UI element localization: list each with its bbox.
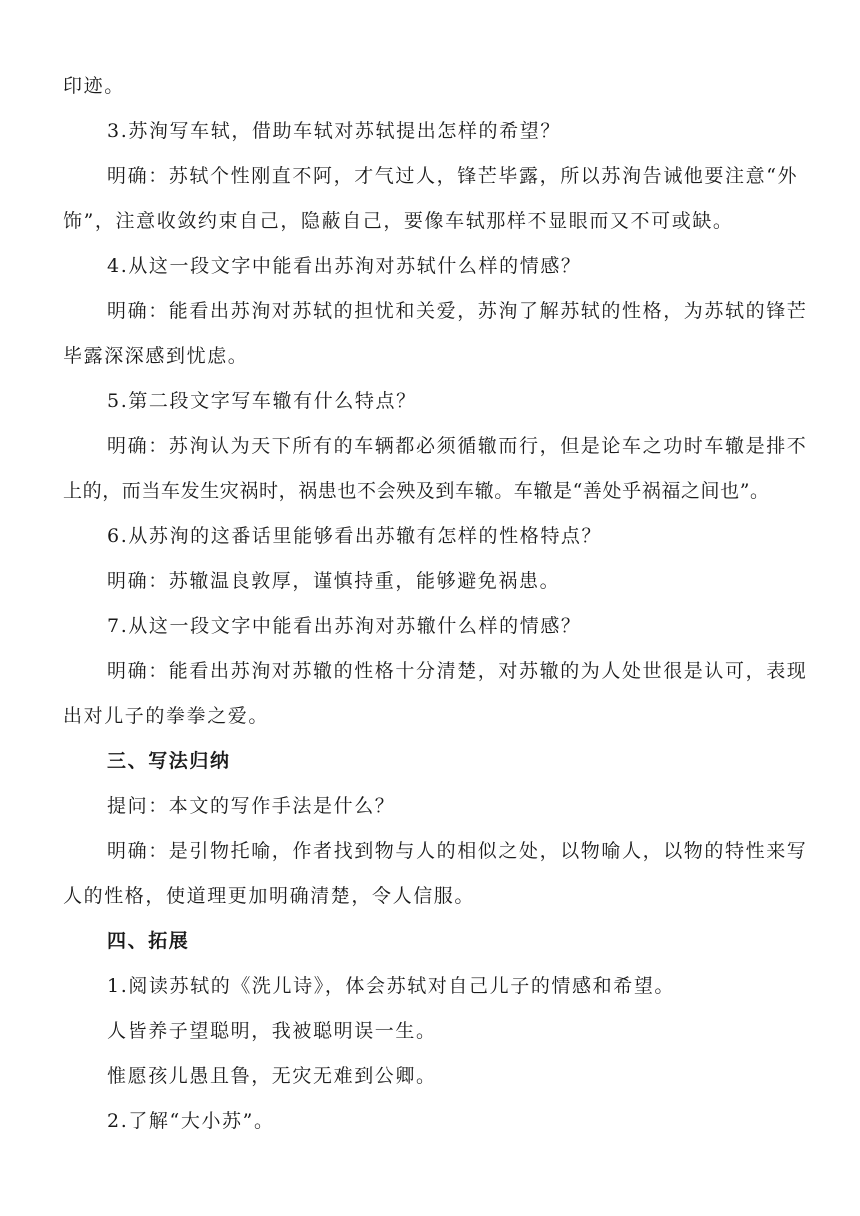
extension-item-2: 2.了解“大小苏”。 <box>107 1110 275 1132</box>
answer-7-line-1: 明确：能看出苏洵对苏辙的性格十分清楚，对苏辙的为人处世很是认可，表现 <box>107 660 808 682</box>
answer-5-line-2: 上的，而当车发生灾祸时，祸患也不会殃及到车辙。车辙是“善处乎祸福之间也”。 <box>63 480 770 502</box>
answer-3-line-1: 明确：苏轼个性刚直不阿，才气过人，锋芒毕露，所以苏洵告诫他要注意“外 <box>107 165 799 187</box>
extension-item-1: 1.阅读苏轼的《洗儿诗》，体会苏轼对自己儿子的情感和希望。 <box>107 975 676 997</box>
question-technique: 提问：本文的写作手法是什么？ <box>107 795 396 817</box>
text-line: 印迹。 <box>63 75 125 97</box>
answer-technique-line-2: 人的性格，使道理更加明确清楚，令人信服。 <box>63 885 476 907</box>
answer-6: 明确：苏辙温良敦厚，谨慎持重，能够避免祸患。 <box>107 570 561 592</box>
answer-4-line-2: 毕露深深感到忧虑。 <box>63 345 249 367</box>
poem-line-2: 惟愿孩儿愚且鲁，无灾无难到公卿。 <box>107 1065 437 1087</box>
answer-7-line-2: 出对儿子的拳拳之爱。 <box>63 705 270 727</box>
section-heading-3: 三、写法归纳 <box>107 750 231 772</box>
section-heading-4: 四、拓展 <box>107 930 190 952</box>
answer-4-line-1: 明确：能看出苏洵对苏轼的担忧和关爱，苏洵了解苏轼的性格，为苏轼的锋芒 <box>107 300 808 322</box>
question-6: 6.从苏洵的这番话里能够看出苏辙有怎样的性格特点？ <box>107 525 603 547</box>
answer-3-line-2: 饰”，注意收敛约束自己，隐蔽自己，要像车轼那样不显眼而又不可或缺。 <box>63 210 734 232</box>
question-5: 5.第二段文字写车辙有什么特点？ <box>107 390 417 412</box>
poem-line-1: 人皆养子望聪明，我被聪明误一生。 <box>107 1020 437 1042</box>
question-4: 4.从这一段文字中能看出苏洵对苏轼什么样的情感？ <box>107 255 582 277</box>
question-7: 7.从这一段文字中能看出苏洵对苏辙什么样的情感？ <box>107 615 582 637</box>
answer-technique-line-1: 明确：是引物托喻，作者找到物与人的相似之处，以物喻人，以物的特性来写 <box>107 840 808 862</box>
question-3: 3.苏洵写车轼，借助车轼对苏轼提出怎样的希望？ <box>107 120 561 142</box>
answer-5-line-1: 明确：苏洵认为天下所有的车辆都必须循辙而行，但是论车之功时车辙是排不 <box>107 435 808 457</box>
